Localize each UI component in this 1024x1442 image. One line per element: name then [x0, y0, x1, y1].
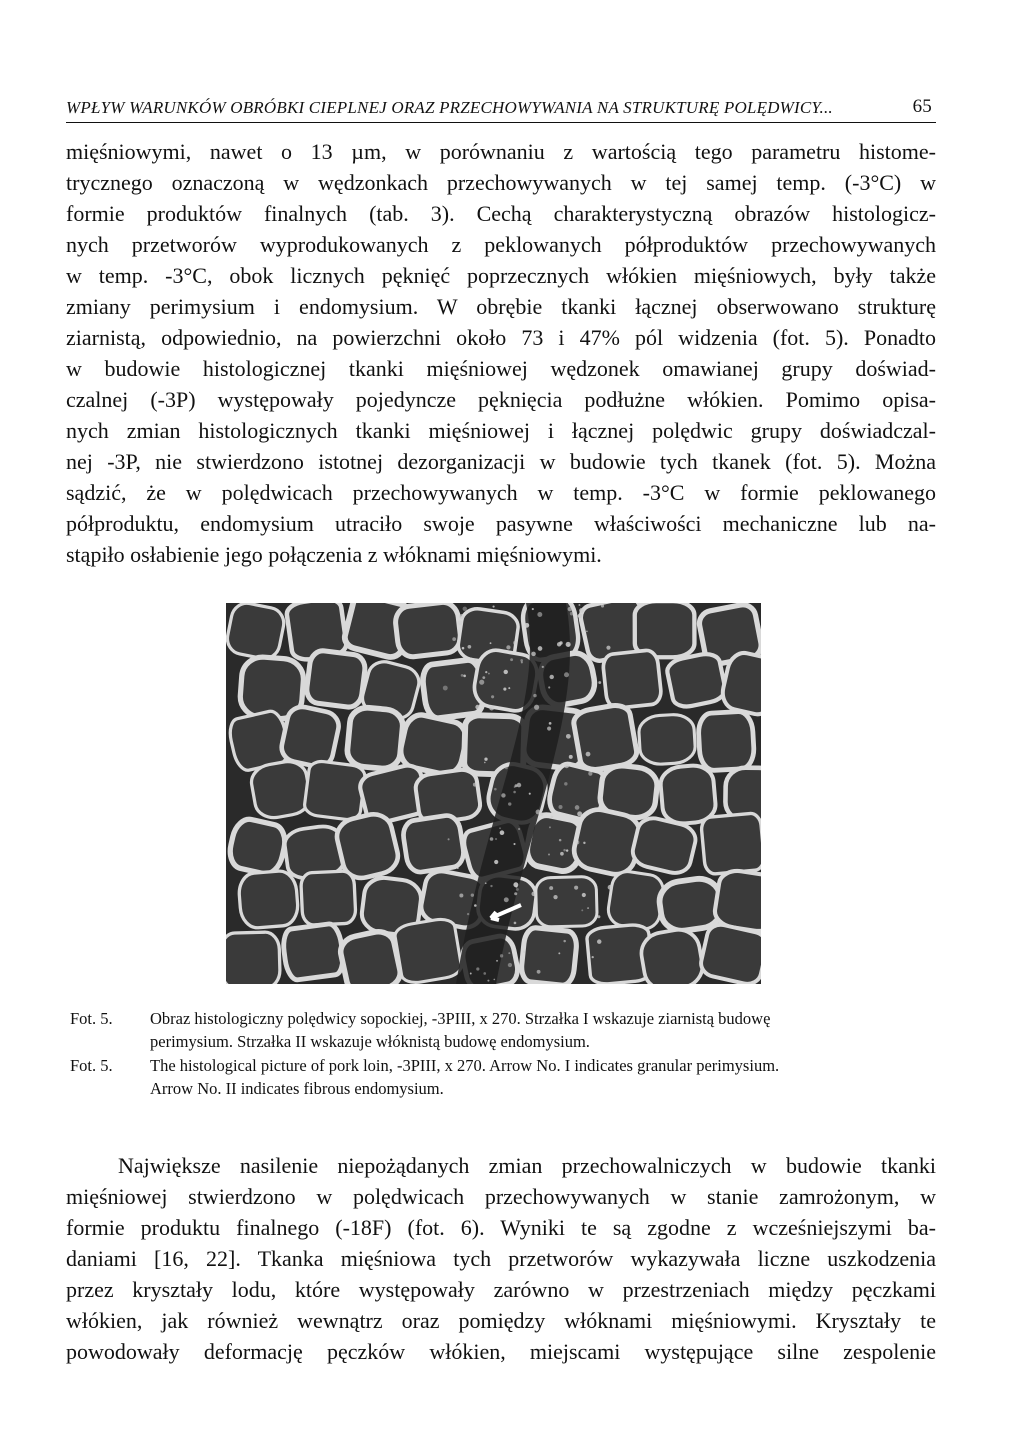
granule-speck	[558, 768, 561, 771]
granule-speck	[508, 687, 510, 689]
granule-speck	[566, 642, 571, 647]
granule-speck	[566, 849, 568, 851]
text-line: w budowie histologicznej tkanki mięśniowej wędzonek omawianej grupy doświad-	[66, 356, 936, 381]
granule-speck	[461, 674, 464, 677]
granule-speck	[588, 771, 592, 775]
granule-speck	[531, 892, 535, 896]
granule-speck	[608, 885, 613, 890]
granule-speck	[448, 838, 450, 840]
granule-speck	[508, 963, 512, 967]
muscle-fiber-cell	[571, 806, 644, 878]
granule-speck	[547, 726, 551, 730]
text-line: sądzić, że w polędwicach przechowywanych w temp. -3°C w formie peklowanego	[66, 480, 936, 505]
granule-speck	[532, 608, 534, 610]
muscle-fiber-cell	[281, 923, 345, 981]
text-line: włókien, jak również wewnątrz oraz pomiędzy włóknami mięśniowymi. Kryształy te	[66, 1308, 936, 1333]
muscle-fiber-cell	[226, 932, 280, 984]
granule-speck	[484, 762, 486, 764]
muscle-fiber-cell	[305, 649, 366, 708]
granule-speck	[549, 886, 553, 890]
granule-speck	[458, 823, 461, 826]
granule-speck	[457, 867, 459, 869]
granule-speck	[501, 793, 505, 797]
granule-speck	[563, 849, 566, 852]
granule-speck	[548, 686, 550, 688]
muscle-fiber-cell	[638, 713, 696, 765]
granule-speck	[564, 782, 567, 785]
granule-speck	[505, 766, 508, 769]
muscle-fiber-cell	[602, 649, 662, 709]
granule-speck	[475, 607, 477, 609]
granule-speck	[538, 646, 543, 651]
text-line: formie produktu finalnego (-18F) (fot. 6). Wyniki te są zgodne z wcześniejszymi ba-	[66, 1215, 936, 1240]
granule-speck	[495, 649, 497, 651]
text-line: stąpiło osłabienie jego połączenia z włóknami mięśniowymi.	[66, 542, 602, 567]
text-line: czalnej (-3P) występowały pojedyncze pęknięcia podłużne włókien. Pomimo opisa-	[66, 387, 936, 412]
granule-speck	[579, 608, 584, 613]
granule-speck	[488, 673, 490, 675]
granule-speck	[601, 604, 604, 607]
granule-speck	[549, 722, 552, 725]
granule-speck	[490, 885, 492, 887]
granule-speck	[483, 972, 486, 975]
page-number: 65	[912, 96, 932, 117]
muscle-fiber-cell	[665, 651, 727, 709]
muscle-fiber-cell	[520, 927, 578, 984]
granule-speck	[474, 658, 476, 660]
granule-speck	[515, 885, 517, 887]
muscle-fiber-cell	[346, 706, 404, 770]
text-line: powodowały deformację pęczków włókien, miejscami występujące silne zespolenie	[66, 1339, 936, 1364]
granule-speck	[473, 783, 477, 787]
granule-speck	[504, 897, 509, 902]
caption-line: perimysium. Strzałka II wskazuje włóknistą budowę endomysium.	[150, 1031, 590, 1051]
granule-speck	[524, 623, 529, 628]
granule-speck	[581, 909, 583, 911]
text-line: mięśniowej stwierdzono w polędwicach przechowywanych w stanie zamrożonym, w	[66, 1184, 936, 1209]
muscle-fiber-cell	[226, 603, 287, 661]
granule-speck	[574, 886, 578, 890]
granule-speck	[578, 614, 583, 619]
granule-speck	[508, 802, 511, 805]
granule-speck	[491, 695, 494, 698]
figure-captions	[70, 1008, 950, 1102]
caption-line: Arrow No. II indicates fibrous endomysium.	[150, 1078, 444, 1098]
caption-english	[70, 1055, 950, 1100]
granule-speck	[602, 766, 604, 768]
muscle-fiber-cell	[698, 711, 755, 771]
granule-speck	[506, 645, 510, 649]
granule-speck	[586, 752, 591, 757]
granule-speck	[492, 605, 494, 607]
muscle-fiber-cell	[699, 922, 761, 984]
granule-speck	[485, 882, 487, 884]
granule-speck	[510, 658, 513, 661]
granule-speck	[513, 791, 516, 794]
caption-line: The histological picture of pork loin, -3PIII, x 270. Arrow No. I indicates granular perimysium.	[150, 1056, 780, 1075]
histology-micrograph	[226, 603, 761, 984]
text-line: przez kryształy lodu, które występowały zarówno w przestrzeniach między pęczkami	[66, 1277, 936, 1302]
granule-speck	[523, 951, 525, 953]
granule-speck	[578, 604, 580, 606]
granule-speck	[490, 642, 492, 644]
granule-speck	[597, 939, 602, 944]
running-header	[66, 92, 936, 123]
muscle-fiber-cell	[606, 869, 665, 931]
granule-speck	[564, 672, 569, 677]
granule-speck	[514, 922, 517, 925]
muscle-fiber-cell	[226, 816, 288, 876]
paragraph-1	[66, 136, 936, 570]
granule-speck	[537, 612, 542, 617]
granule-speck	[468, 645, 472, 649]
granule-speck	[606, 646, 610, 650]
granule-speck	[467, 913, 469, 915]
granule-speck	[470, 973, 472, 975]
muscle-fiber-cell	[279, 704, 341, 769]
granule-speck	[611, 703, 613, 705]
granule-speck	[452, 637, 456, 641]
granule-speck	[479, 680, 484, 685]
granule-speck	[564, 763, 569, 768]
granule-speck	[529, 793, 531, 795]
granule-speck	[557, 642, 561, 646]
granule-speck	[570, 612, 574, 616]
running-title: WPŁYW WARUNKÓW OBRÓBKI CIEPLNEJ ORAZ PRZECHOWYWANIA NA STRUKTURĘ POLĘDWICY...	[66, 98, 833, 117]
granule-speck	[587, 907, 589, 909]
granule-speck	[459, 614, 464, 619]
text-line: nych przetworów wyprodukowanych z peklowanych półproduktów przechowywanych	[66, 232, 936, 257]
granule-speck	[476, 967, 479, 970]
text-line: nych zmian histologicznych tkanki mięśniowej i łącznej polędwic grupy doświadczal-	[66, 418, 936, 443]
muscle-fiber-cell	[301, 871, 357, 926]
text-line: formie produktów finalnych (tab. 3). Cechą charakterystyczną obrazów histologicz-	[66, 201, 936, 226]
muscle-fiber-cell	[249, 758, 313, 820]
granule-speck	[597, 915, 600, 918]
granule-speck	[549, 826, 551, 828]
granule-speck	[572, 867, 575, 870]
granule-speck	[504, 670, 508, 674]
granule-speck	[443, 686, 448, 691]
granule-speck	[534, 705, 539, 710]
granule-speck	[490, 837, 494, 841]
granule-speck	[458, 620, 463, 625]
caption-polish	[70, 1008, 950, 1053]
granule-speck	[586, 631, 588, 633]
granule-speck	[568, 607, 572, 611]
granule-speck	[482, 676, 485, 679]
granule-speck	[513, 641, 517, 645]
text-line: zmiany perimysium i endomysium. W obrębie tkanki łącznej obserwowano strukturę	[66, 294, 936, 319]
granule-speck	[459, 894, 463, 898]
granule-speck	[548, 854, 550, 856]
granule-speck	[583, 842, 585, 844]
granule-speck	[496, 960, 498, 962]
text-line: mięśniowymi, nawet o 13 µm, w porównaniu z wartością tego parametru histome-	[66, 139, 936, 164]
text-line: w temp. -3°C, obok licznych pęknięć poprzecznych włókien mięśniowych, były także	[66, 263, 936, 288]
granule-speck	[566, 734, 571, 739]
granule-speck	[463, 675, 466, 678]
muscle-fiber-cell	[394, 603, 462, 658]
muscle-fiber-cell	[238, 870, 299, 929]
muscle-fiber-cell	[572, 703, 639, 772]
granule-speck	[553, 895, 557, 899]
granule-speck	[462, 647, 465, 650]
granule-speck	[507, 709, 509, 711]
text-line: trycznego oznaczoną w wędzonkach przechowywanych w tej samej temp. (-3°C) w	[66, 170, 936, 195]
granule-speck	[559, 839, 562, 842]
text-line: półproduktu, endomysium utraciło swoje pasywne właściwości mechaniczne lub na-	[66, 511, 936, 536]
granule-speck	[518, 828, 520, 830]
granule-speck	[577, 811, 582, 816]
granule-speck	[561, 764, 563, 766]
granule-speck	[499, 827, 501, 829]
caption-line: Obraz histologiczny polędwicy sopockiej, -3PIII, x 270. Strzałka I wskazuje ziarnistą budowę	[150, 1009, 771, 1028]
text-line: ziarnistą, odpowiednio, na powierzchni około 73 i 47% pól widzenia (fot. 5). Ponadto	[66, 325, 936, 350]
granule-speck	[542, 666, 544, 668]
granule-speck	[575, 805, 580, 810]
granule-speck	[592, 956, 594, 958]
granule-speck	[495, 838, 497, 840]
granule-speck	[533, 694, 536, 697]
granule-speck	[575, 840, 579, 844]
text-line: Największe nasilenie niepożądanych zmian przechowalniczych w budowie tkanki	[118, 1153, 936, 1178]
granule-speck	[514, 892, 517, 895]
granule-speck	[520, 659, 523, 662]
granule-speck	[516, 888, 519, 891]
granule-speck	[508, 952, 510, 954]
caption-label: Fot. 5.	[70, 1056, 113, 1075]
granule-speck	[550, 675, 554, 679]
granule-speck	[536, 810, 541, 815]
granule-speck	[558, 952, 560, 954]
granule-speck	[531, 652, 536, 657]
granule-speck	[551, 816, 554, 819]
text-line: nej -3P, nie stwierdzono istotnej dezorganizacji w budowie tych tkanek (fot. 5). Można	[66, 449, 936, 474]
granule-speck	[569, 755, 573, 759]
granule-speck	[471, 893, 474, 896]
granule-speck	[582, 893, 586, 897]
granule-speck	[515, 784, 518, 787]
granule-speck	[513, 843, 515, 845]
granule-speck	[463, 607, 467, 611]
granule-speck	[494, 788, 497, 791]
granule-speck	[485, 671, 487, 673]
granule-speck	[493, 979, 495, 981]
micrograph-image	[226, 603, 761, 984]
muscle-fiber-cell	[401, 814, 465, 874]
granule-speck	[560, 852, 564, 856]
muscle-fiber-cell	[536, 876, 598, 927]
muscle-fiber-cell	[303, 760, 366, 821]
muscle-fiber-cell	[338, 929, 403, 984]
granule-speck	[487, 980, 489, 982]
caption-label: Fot. 5.	[70, 1009, 113, 1028]
granule-speck	[541, 809, 543, 811]
granule-speck	[474, 904, 477, 907]
granule-speck	[500, 954, 503, 957]
text-line: daniami [16, 22]. Tkanka mięśniowa tych przetworów wykazywała liczne uszkodzenia	[66, 1246, 936, 1271]
granule-speck	[484, 758, 487, 761]
granule-speck	[489, 706, 494, 711]
granule-speck	[494, 860, 498, 864]
granule-speck	[475, 705, 479, 709]
granule-speck	[563, 940, 565, 942]
muscle-fiber-cell	[394, 917, 463, 984]
paragraph-2	[66, 1150, 936, 1367]
granule-speck	[537, 970, 541, 974]
granule-speck	[559, 805, 563, 809]
granule-speck	[517, 783, 522, 788]
granule-speck	[598, 681, 601, 684]
granule-speck	[500, 830, 505, 835]
granule-speck	[503, 688, 506, 691]
muscle-fiber-cell	[701, 813, 761, 875]
granule-speck	[540, 812, 543, 815]
